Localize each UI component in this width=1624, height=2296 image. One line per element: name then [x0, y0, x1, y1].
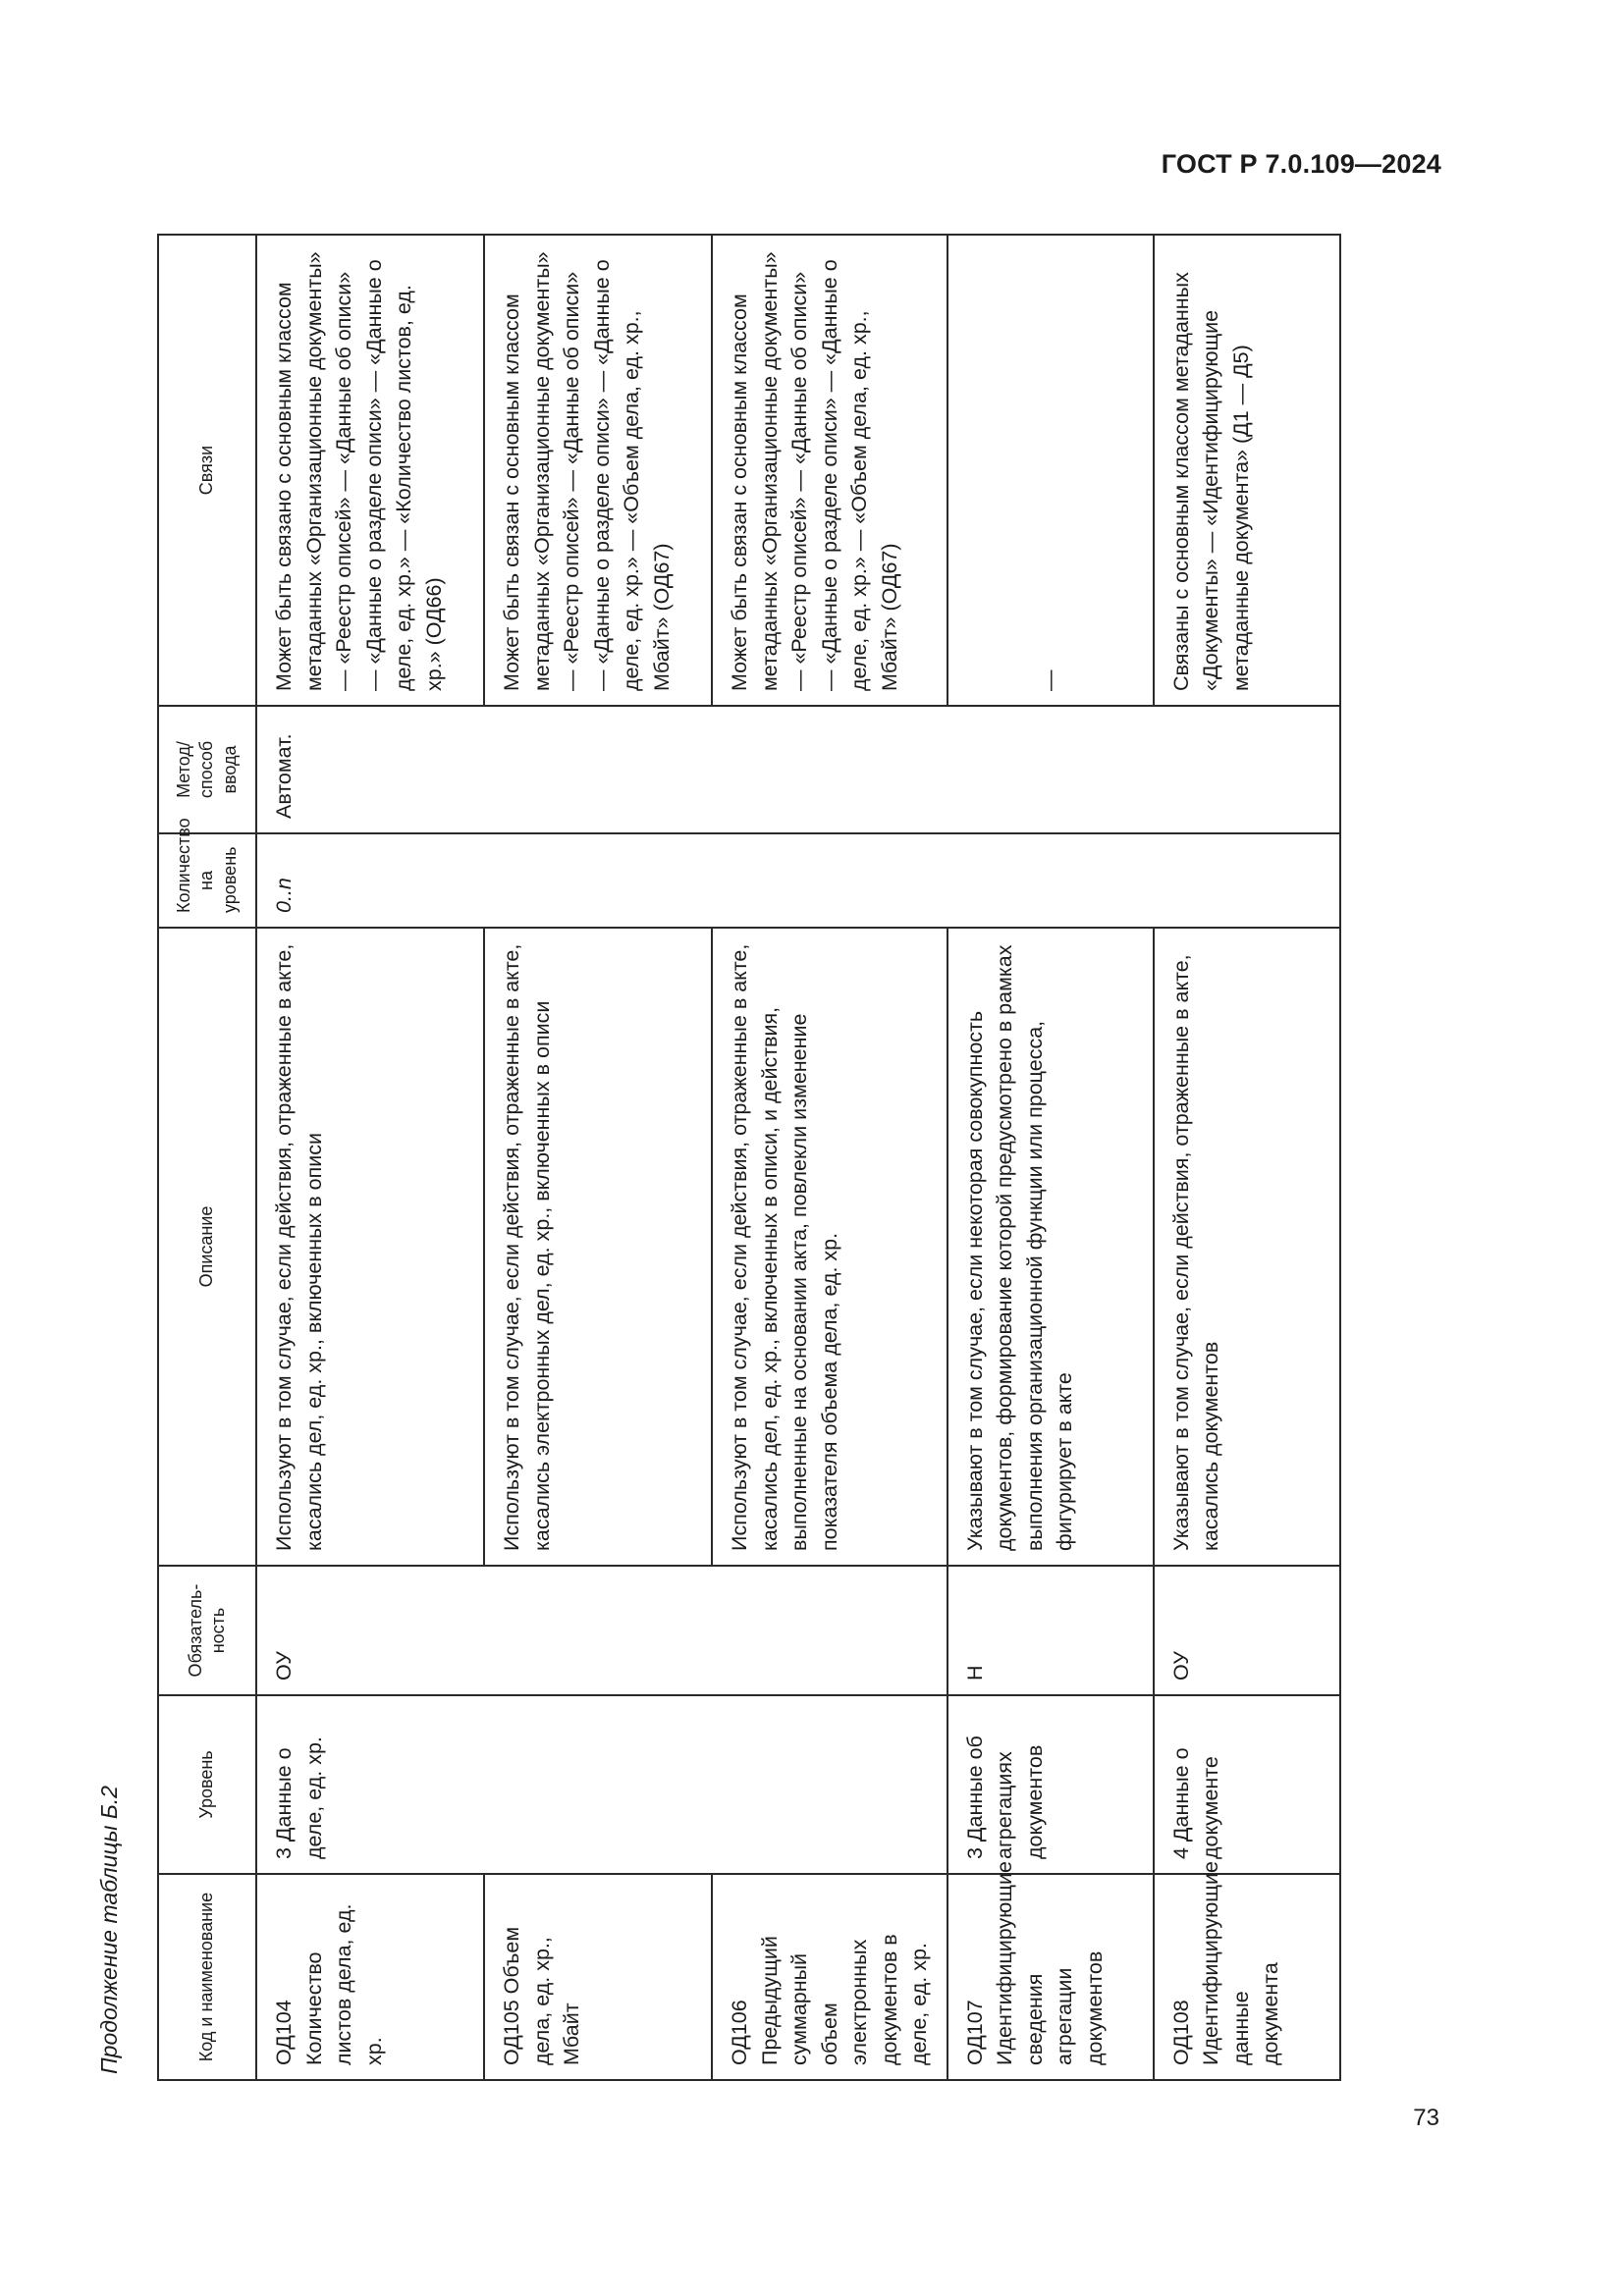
table-row — [256, 235, 484, 2080]
cell-description: Используют в том случае, если действия, отраженные в акте, касались дел, ед. хр., включенных в описи, и действия, выполненные на основании акта, повлекли изменение показателя объема дела, ед. хр. — [712, 928, 947, 1566]
column-header-count: Количество на уровень — [158, 833, 256, 928]
cell-relations: Может быть связан с основным классом метаданных «Организационные документы» — «Реестр описей» — «Данные об описи» — «Данные о разделе описи» — «Данные о деле, ед. хр.» — «Объем дела, ед. хр., Мбайт» (ОД67) — [712, 235, 947, 706]
table-row — [1154, 235, 1340, 2080]
page-number: 73 — [1413, 2105, 1439, 2131]
cell-description: Используют в том случае, если действия, отраженные в акте, касались дел, ед. хр., включенных в описи — [256, 928, 484, 1566]
cell-level-empty — [712, 1695, 947, 1874]
cell-code: ОД105 Объем дела, ед. хр., Мбайт — [484, 1874, 712, 2080]
cell-obligation-empty — [712, 1566, 947, 1695]
cell-code: ОД106 Предыдущий суммарный объем электронных документов в деле, ед. хр. — [712, 1874, 947, 2080]
table-row — [484, 235, 712, 2080]
cell-method-empty — [484, 706, 712, 833]
cell-method-empty — [712, 706, 947, 833]
cell-code: ОД108 Идентифицирующие данные документа — [1154, 1874, 1340, 2080]
table-row — [947, 235, 1154, 2080]
table-caption: Продолжение таблицы Б.2 — [96, 1786, 122, 2074]
document-code: ГОСТ Р 7.0.109—2024 — [1161, 149, 1441, 179]
cell-obligation: ОУ — [1154, 1566, 1340, 1695]
cell-level: 4 Данные о документе — [1154, 1695, 1340, 1874]
cell-level: 3 Данные об агрегациях документов — [947, 1695, 1154, 1874]
cell-description: Указывают в том случае, если некоторая совокупность документов, формирование которой предусмотрено в рамках выполнения организационной функции или процесса, фигурирует в акте — [947, 928, 1154, 1566]
rotated-table-container — [157, 236, 1331, 2081]
column-header-obligation: Обязатель- ность — [158, 1566, 256, 1695]
column-header-code: Код и наименование — [158, 1874, 256, 2080]
cell-obligation-empty — [484, 1566, 712, 1695]
cell-description: Указывают в том случае, если действия, отраженные в акте, касались документов — [1154, 928, 1340, 1566]
cell-level: 3 Данные о деле, ед. хр. — [256, 1695, 484, 1874]
cell-count — [256, 833, 484, 928]
column-header-relations: Связи — [158, 235, 256, 706]
cell-method: Автомат. — [256, 706, 484, 833]
cell-description: Используют в том случае, если действия, отраженные в акте, касались электронных дел, ед. хр., включенных в описи — [484, 928, 712, 1566]
metadata-table — [157, 234, 1341, 2081]
cell-relations: — — [947, 235, 1154, 706]
column-header-level: Уровень — [158, 1695, 256, 1874]
cell-obligation: Н — [947, 1566, 1154, 1695]
cell-level-empty — [484, 1695, 712, 1874]
cell-count-empty — [712, 833, 947, 928]
cell-relations: Может быть связан с основным классом метаданных «Организационные документы» — «Реестр описей» — «Данные об описи» — «Данные о разделе описи» — «Данные о деле, ед. хр.» — «Объем дела, ед. хр., Мбайт» (ОД67) — [484, 235, 712, 706]
cell-method-empty — [947, 706, 1154, 833]
cell-count-empty — [484, 833, 712, 928]
cell-code: ОД107 Идентифицирующие сведения агрегации документов — [947, 1874, 1154, 2080]
cell-relations: Связаны с основным классом метаданных «Документы» — «Идентифицирующие метаданные документа» (Д1 — Д5) — [1154, 235, 1340, 706]
cell-count-empty — [947, 833, 1154, 928]
cell-count-empty — [1154, 833, 1340, 928]
cell-code: ОД104 Количество листов дела, ед. хр. — [256, 1874, 484, 2080]
count-value: 0..n — [272, 878, 296, 913]
column-header-description: Описание — [158, 928, 256, 1566]
cell-method-empty — [1154, 706, 1340, 833]
cell-relations: Может быть связано с основным классом метаданных «Организационные документы» — «Реестр описей» — «Данные об описи» — «Данные о разделе описи» — «Данные о деле, ед. хр.» — «Количество листов, ед. хр.» (ОД66) — [256, 235, 484, 706]
header-row — [158, 235, 256, 2080]
column-header-method: Метод/ способ ввода — [158, 706, 256, 833]
cell-obligation: ОУ — [256, 1566, 484, 1695]
table-row — [712, 235, 947, 2080]
